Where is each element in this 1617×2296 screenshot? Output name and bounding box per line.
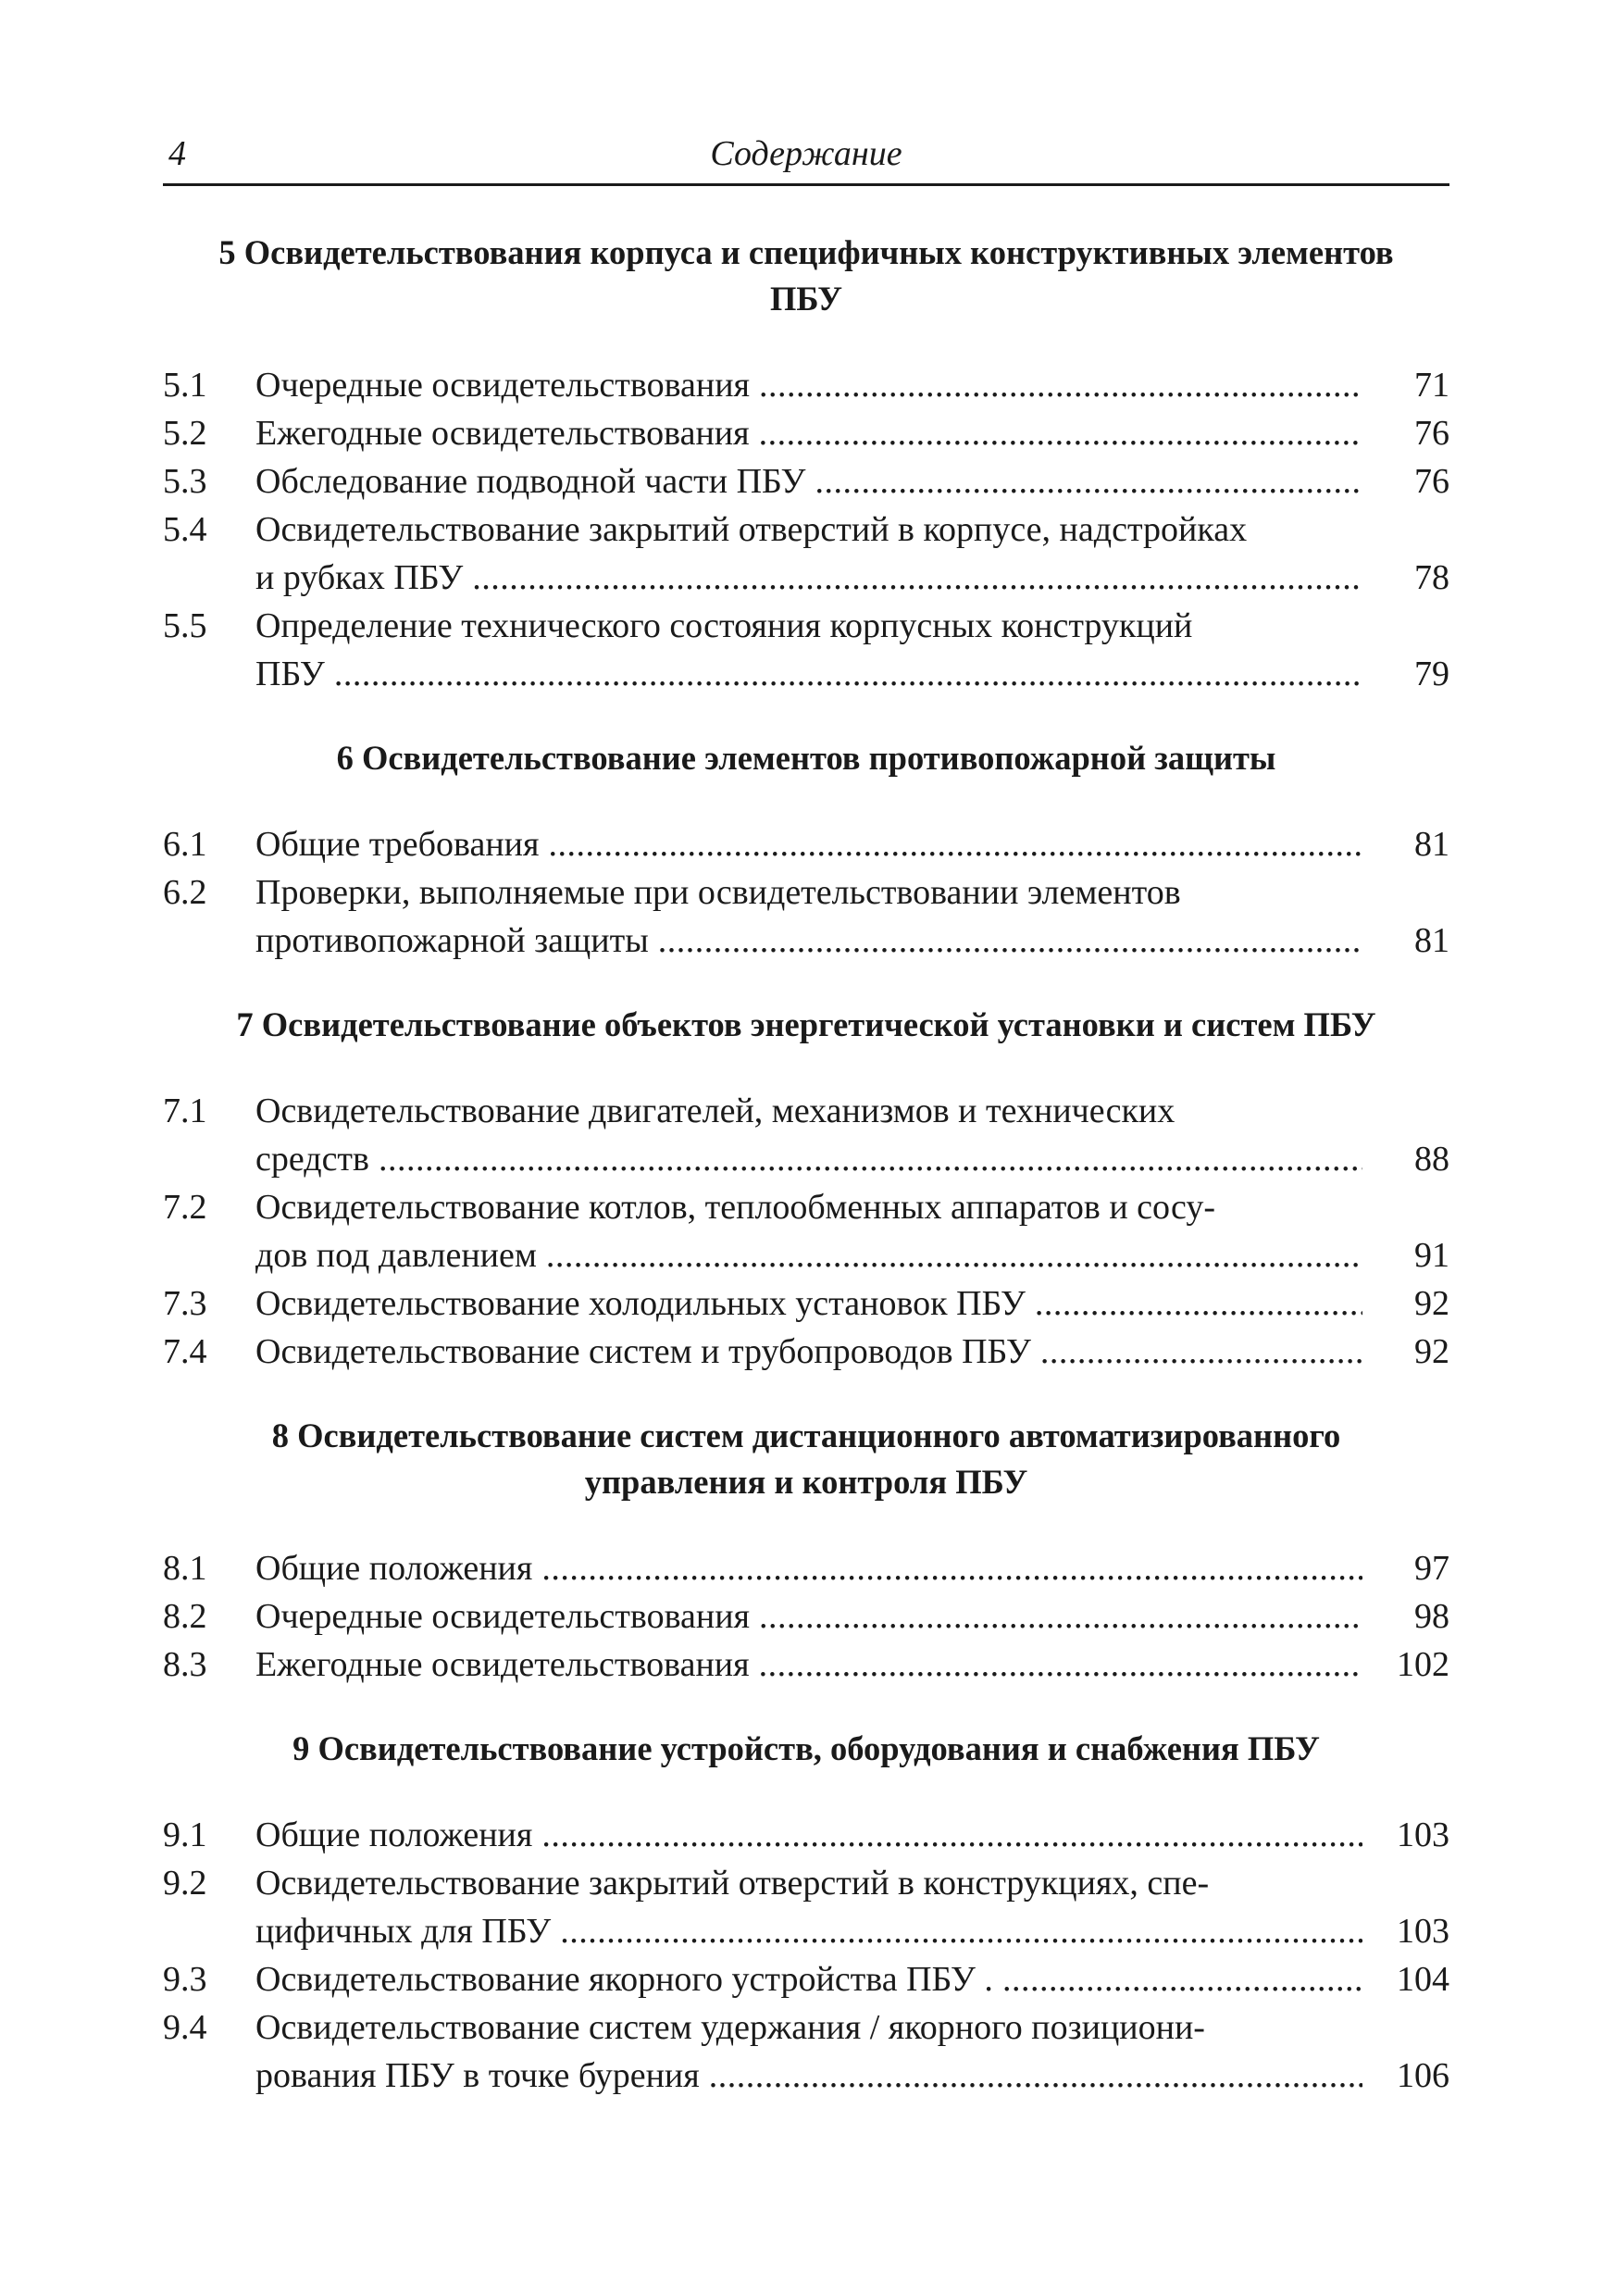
entry-page-number: 92 <box>1414 1284 1449 1323</box>
toc-entry[interactable] <box>163 505 1449 602</box>
entry-page-number: 97 <box>1414 1549 1449 1588</box>
entry-number: 5.2 <box>163 414 207 453</box>
entry-number: 5.1 <box>163 366 207 405</box>
entry-page-number: 81 <box>1414 825 1449 864</box>
entry-page-number: 71 <box>1414 366 1449 405</box>
toc-entry[interactable] <box>163 457 1449 505</box>
entry-number: 5.3 <box>163 462 207 501</box>
entry-page-number: 102 <box>1397 1645 1449 1684</box>
toc-entry[interactable] <box>163 602 1449 698</box>
entry-number: 9.4 <box>163 2008 207 2047</box>
toc-entry[interactable] <box>163 820 1449 868</box>
entry-title: Общие положения <box>255 1816 533 1854</box>
toc-entry[interactable] <box>163 361 1449 409</box>
toc-entry[interactable] <box>163 409 1449 457</box>
entry-title: Общие требования <box>255 825 540 864</box>
entry-title: средств <box>255 1140 369 1179</box>
entry-title: Освидетельствование закрытий отверстий в конструкциях, спе- <box>255 1864 1210 1903</box>
entry-number: 9.2 <box>163 1864 207 1903</box>
entry-number: 9.3 <box>163 1960 207 1999</box>
dot-leader <box>759 361 1362 409</box>
entry-title: Определение технического состояния корпусных конструкций <box>255 606 1193 645</box>
section-title-line: 8 Освидетельствование систем дистанционного автоматизированного <box>271 1416 1341 1454</box>
entry-title: противопожарной защиты <box>255 921 649 960</box>
dot-leader <box>759 1641 1362 1689</box>
entry-title: Освидетельствование систем удержания / якорного позициони- <box>255 2008 1205 2047</box>
entry-page-number: 103 <box>1397 1912 1449 1951</box>
dot-leader <box>759 1592 1362 1641</box>
entry-title: цифичных для ПБУ <box>255 1912 552 1951</box>
entry-title: Освидетельствование холодильных установок ПБУ <box>255 1284 1026 1323</box>
toc-entry[interactable] <box>163 1328 1449 1376</box>
entry-title: рования ПБУ в точке бурения <box>255 2056 700 2095</box>
entry-title: дов под давлением <box>255 1236 537 1275</box>
entry-page-number: 91 <box>1414 1236 1449 1275</box>
toc-entry[interactable] <box>163 1955 1449 2003</box>
entry-title: Освидетельствование систем и трубопроводов ПБУ <box>255 1332 1031 1371</box>
section-title-line: 6 Освидетельствование элементов противопожарной защиты <box>336 739 1276 777</box>
section-title <box>163 1413 1449 1505</box>
entry-number: 7.4 <box>163 1332 207 1371</box>
entry-title: Обследование подводной части ПБУ <box>255 462 806 501</box>
entry-number: 5.5 <box>163 606 207 645</box>
toc-entry[interactable] <box>163 1592 1449 1641</box>
dot-leader <box>379 1135 1362 1183</box>
entry-number: 9.1 <box>163 1816 207 1854</box>
entry-title: Освидетельствование котлов, теплообменных аппаратов и сосу- <box>255 1188 1216 1227</box>
entry-page-number: 76 <box>1414 462 1449 501</box>
section-title <box>163 735 1449 781</box>
dot-leader <box>546 1231 1362 1279</box>
section-title <box>163 1002 1449 1048</box>
dot-leader <box>759 409 1362 457</box>
entry-title: Освидетельствование якорного устройства ПБУ . <box>255 1960 993 1999</box>
toc-entry[interactable] <box>163 1811 1449 1859</box>
entry-title: и рубках ПБУ <box>255 558 464 597</box>
section-title-line: управления и контроля ПБУ <box>584 1463 1028 1501</box>
entry-title: ПБУ <box>255 655 325 693</box>
section-title <box>163 1726 1449 1772</box>
entry-page-number: 106 <box>1397 2056 1449 2095</box>
dot-leader <box>541 1811 1362 1859</box>
dot-leader <box>541 1544 1362 1592</box>
entry-title: Освидетельствование двигателей, механизмов и технических <box>255 1092 1175 1130</box>
toc-entry[interactable] <box>163 1544 1449 1592</box>
dot-leader <box>548 820 1362 868</box>
page-number: 4 <box>168 134 186 173</box>
dot-leader <box>1035 1279 1362 1328</box>
entry-page-number: 78 <box>1414 558 1449 597</box>
entry-title: Общие положения <box>255 1549 533 1588</box>
entry-page-number: 104 <box>1397 1960 1449 1999</box>
dot-leader <box>658 917 1362 965</box>
section-title-line: 7 Освидетельствование объектов энергетической установки и систем ПБУ <box>236 1005 1376 1043</box>
entry-number: 5.4 <box>163 510 207 549</box>
running-title: Содержание <box>710 134 902 173</box>
toc-entry[interactable] <box>163 2003 1449 2100</box>
entry-page-number: 81 <box>1414 921 1449 960</box>
entry-title: Освидетельствование закрытий отверстий в корпусе, надстройках <box>255 510 1248 549</box>
section-title <box>163 230 1449 322</box>
toc-entry[interactable] <box>163 1183 1449 1279</box>
entry-page-number: 98 <box>1414 1597 1449 1636</box>
entry-title: Очередные освидетельствования <box>255 366 751 405</box>
dot-leader <box>1002 1955 1362 2003</box>
entry-number: 7.1 <box>163 1092 207 1130</box>
toc-entry[interactable] <box>163 1641 1449 1689</box>
entry-page-number: 103 <box>1397 1816 1449 1854</box>
toc-entry[interactable] <box>163 1279 1449 1328</box>
dot-leader <box>472 554 1362 602</box>
entry-page-number: 88 <box>1414 1140 1449 1179</box>
entry-number: 6.2 <box>163 873 207 912</box>
dot-leader <box>815 457 1362 505</box>
entry-title: Очередные освидетельствования <box>255 1597 751 1636</box>
toc-entry[interactable] <box>163 868 1449 965</box>
section-title-line: ПБУ <box>769 280 843 318</box>
entry-number: 8.3 <box>163 1645 207 1684</box>
entry-number: 8.2 <box>163 1597 207 1636</box>
section-title-line: 5 Освидетельствования корпуса и специфичных конструктивных элементов <box>218 233 1394 271</box>
dot-leader <box>709 2052 1362 2100</box>
entry-page-number: 79 <box>1414 655 1449 693</box>
dot-leader <box>334 650 1362 698</box>
section-title-line: 9 Освидетельствование устройств, оборудования и снабжения ПБУ <box>292 1729 1320 1767</box>
entry-title: Проверки, выполняемые при освидетельствовании элементов <box>255 873 1181 912</box>
entry-number: 8.1 <box>163 1549 207 1588</box>
running-header <box>163 130 1449 186</box>
entry-number: 7.3 <box>163 1284 207 1323</box>
entry-title: Ежегодные освидетельствования <box>255 1645 750 1684</box>
entry-page-number: 76 <box>1414 414 1449 453</box>
entry-number: 7.2 <box>163 1188 207 1227</box>
entry-page-number: 92 <box>1414 1332 1449 1371</box>
dot-leader <box>1040 1328 1362 1376</box>
toc-entry[interactable] <box>163 1087 1449 1183</box>
toc-entry[interactable] <box>163 1859 1449 1955</box>
dot-leader <box>560 1907 1362 1955</box>
entry-title: Ежегодные освидетельствования <box>255 414 750 453</box>
entry-number: 6.1 <box>163 825 207 864</box>
